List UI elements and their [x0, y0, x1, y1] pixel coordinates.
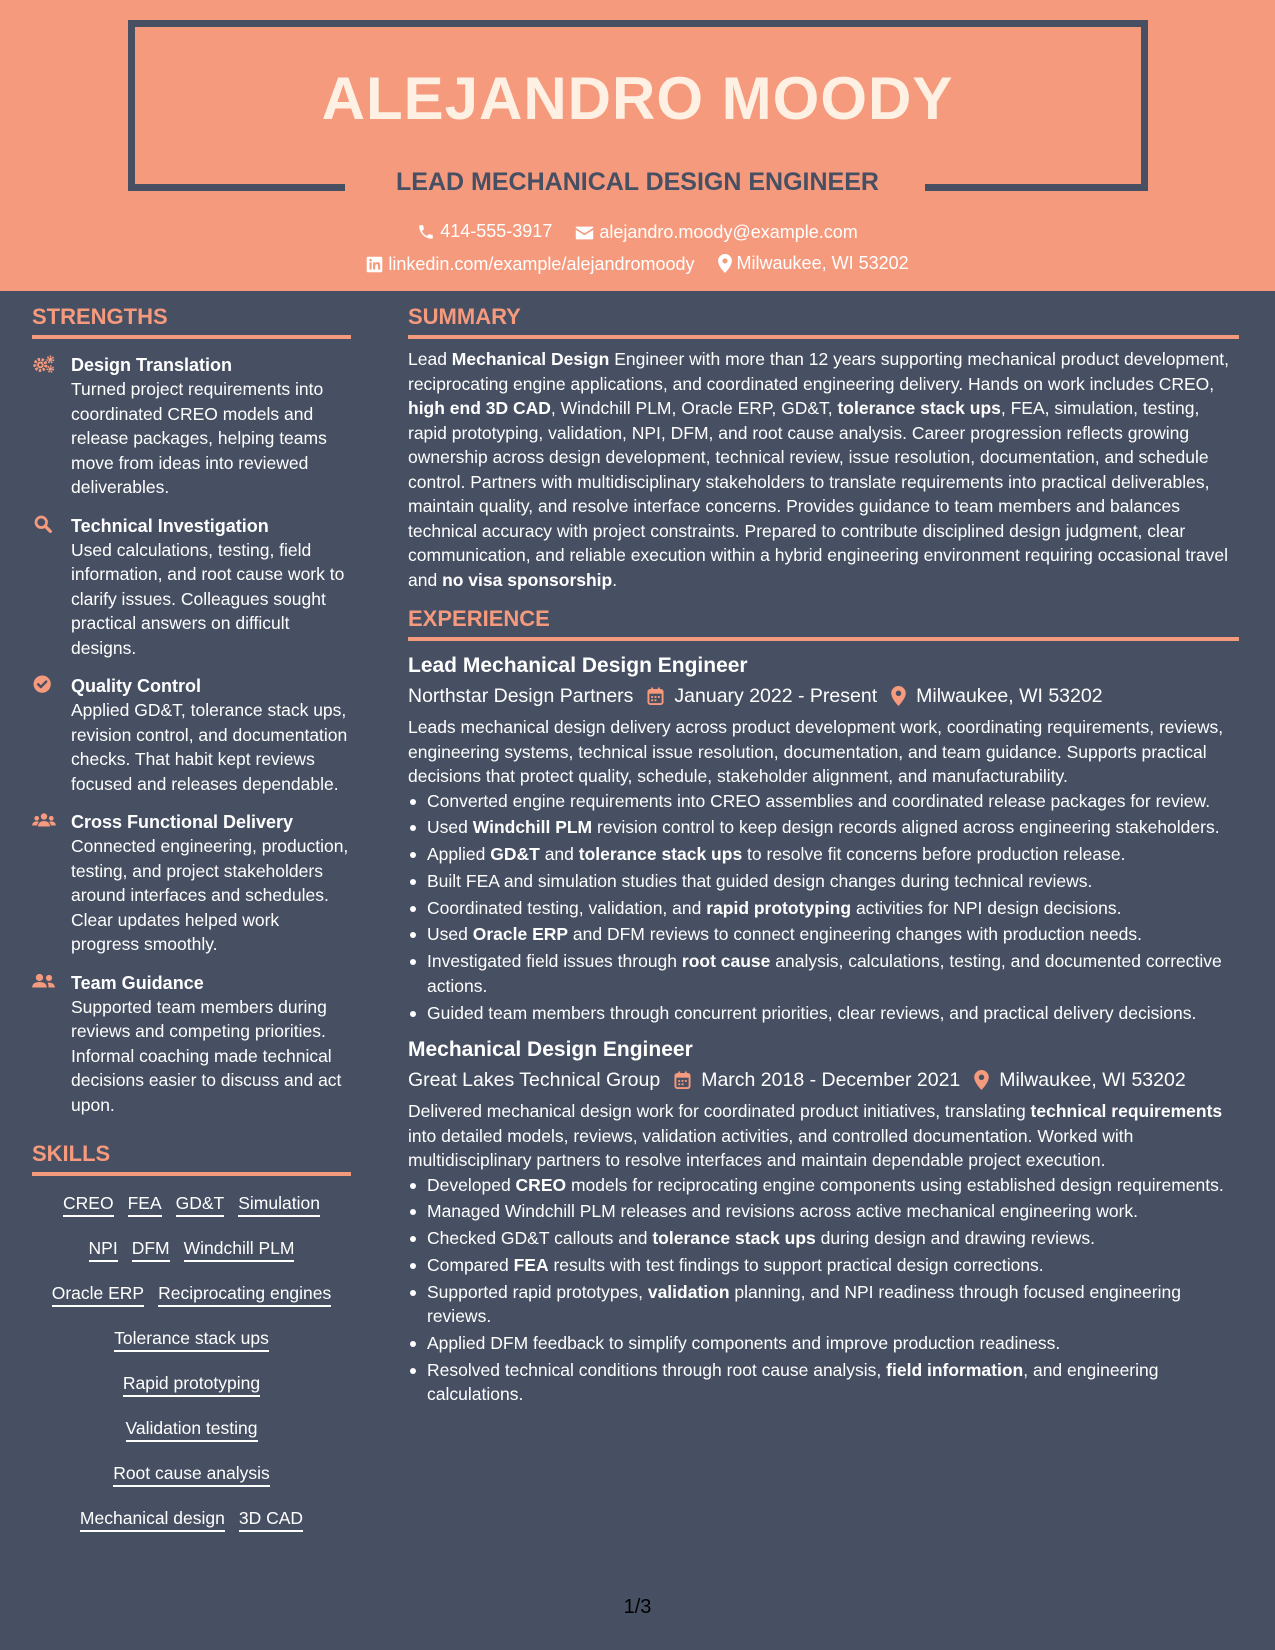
bullet-item: Guided team members through concurrent priorities, clear reviews, and practical delivery decisions.	[408, 1001, 1239, 1026]
skill-tag: Rapid prototyping	[123, 1371, 260, 1397]
job-entry	[408, 651, 1239, 1025]
strength-desc: Supported team members during reviews and competing priorities. Informal coaching made technical decisions easier to discuss and act upon.	[71, 996, 342, 1115]
skill-tag: Validation testing	[126, 1416, 258, 1442]
bullet-item: Managed Windchill PLM releases and revisions across active mechanical engineering work.	[408, 1199, 1239, 1224]
bullet-item: Used Windchill PLM revision control to keep design records aligned across engineering stakeholders.	[408, 815, 1239, 840]
skill-tag: Reciprocating engines	[158, 1281, 331, 1307]
experience-list	[408, 651, 1239, 1407]
candidate-name: ALEJANDRO MOODY	[321, 65, 954, 132]
strength-title: Quality Control	[71, 676, 201, 696]
job-bullets	[408, 789, 1239, 1026]
linkedin-icon	[366, 256, 383, 273]
phone-icon	[417, 223, 435, 241]
experience-heading: EXPERIENCE	[408, 606, 1239, 641]
strength-desc: Connected engineering, production, testing, and project stakeholders around interfaces and schedules. Clear updates helped work progress smoothly.	[71, 836, 349, 954]
resume-header	[0, 0, 1275, 291]
candidate-title: LEAD MECHANICAL DESIGN ENGINEER	[396, 168, 879, 196]
bullet-item: Resolved technical conditions through root cause analysis, field information, and engineering calculations.	[408, 1358, 1239, 1407]
location-item	[718, 253, 909, 274]
company-name: Great Lakes Technical Group	[408, 1069, 661, 1092]
bullet-item: Developed CREO models for reciprocating engine components using established design requirements.	[408, 1173, 1239, 1198]
strength-title: Technical Investigation	[71, 515, 269, 536]
skill-tag: Simulation	[238, 1191, 320, 1217]
strength-desc: Applied GD&T, tolerance stack ups, revision control, and documentation checks. That habit kept reviews focused and releases dependable.	[71, 700, 348, 794]
skill-tag: CREO	[63, 1191, 114, 1217]
search-icon	[32, 515, 56, 535]
job-dates: March 2018 - December 2021	[701, 1069, 961, 1092]
strength-title: Design Translation	[71, 355, 233, 375]
calendar-icon	[647, 687, 664, 706]
summary-text: Lead Mechanical Design Engineer with more than 12 years supporting mechanical product development, reciprocating engine applications, and coordinated engineering delivery. Hands on work includes CREO, high end 3D CAD, Windchill PLM, Oracle ERP, GD&T, tolerance stack ups, FEA, simulation, testing, rapid prototyping, validation, NPI, DFM, and root cause analysis. Career progression reflects growing ownership across design development, technical review, issue resolution, documentation, and schedule control. Partners with multidisciplinary stakeholders to translate requirements into practical deliverables, maintain quality, and resolve interface concerns. Provides guidance to team members and balances technical accuracy with project constraints. Prepared to contribute disciplined design judgment, clear communication, and reliable execution within a hybrid engineering environment requiring occasional travel and no visa sponsorship.	[408, 349, 1230, 590]
skills-list	[32, 1190, 351, 1535]
bullet-item: Checked GD&T callouts and tolerance stack ups during design and drawing reviews.	[408, 1226, 1239, 1251]
skill-tag: Oracle ERP	[52, 1281, 144, 1307]
bullet-item: Coordinated testing, validation, and rapid prototyping activities for NPI design decisions.	[408, 896, 1239, 921]
strength-item	[32, 810, 351, 957]
check-circle-icon	[32, 675, 56, 695]
strength-desc: Turned project requirements into coordinated CREO models and release packages, helping teams move from ideas into reviewed deliverables.	[71, 379, 327, 497]
job-meta	[408, 681, 1239, 711]
skill-tag: NPI	[89, 1236, 118, 1262]
bullet-item: Used Oracle ERP and DFM reviews to connect engineering changes with production needs.	[408, 922, 1239, 947]
strength-title: Cross Functional Delivery	[71, 812, 294, 832]
linkedin-item[interactable]	[366, 254, 694, 275]
skill-tag: Root cause analysis	[113, 1461, 270, 1487]
job-entry	[408, 1035, 1239, 1407]
job-title: Lead Mechanical Design Engineer	[408, 654, 748, 677]
location-text: Milwaukee, WI 53202	[736, 253, 909, 273]
phone-item[interactable]	[417, 221, 552, 242]
job-description: Leads mechanical design delivery across product development work, coordinating requirements, reviews, engineering systems, technical issue resolution, documentation, and team guidance. Supports practical decisions that protect quality, schedule, stakeholder alignment, and manufacturability.	[408, 717, 1224, 786]
job-dates: January 2022 - Present	[674, 685, 878, 707]
job-description: Delivered mechanical design work for coordinated product initiatives, translating technical requirements into detailed models, reviews, validation activities, and controlled documentation. Worked with multidisciplinary partners to resolve interfaces and maintain dependable project execution.	[408, 1101, 1223, 1171]
skill-row	[32, 1460, 351, 1490]
skill-row	[32, 1505, 351, 1535]
job-location: Milwaukee, WI 53202	[999, 1069, 1186, 1092]
strength-item	[32, 514, 351, 661]
envelope-icon	[575, 225, 594, 241]
right-column	[408, 304, 1239, 1409]
calendar-icon	[674, 1071, 691, 1090]
gears-icon	[32, 354, 56, 374]
job-title: Mechanical Design Engineer	[408, 1038, 693, 1062]
skill-tag: DFM	[132, 1236, 170, 1262]
summary-heading: SUMMARY	[408, 304, 1239, 339]
email-item[interactable]	[575, 222, 857, 243]
skill-row	[32, 1415, 351, 1445]
strength-item	[32, 971, 351, 1118]
page-number: 1/3	[623, 1596, 652, 1618]
map-marker-icon	[891, 686, 906, 706]
bullet-item: Supported rapid prototypes, validation planning, and NPI readiness through focused engineering reviews.	[408, 1280, 1239, 1329]
contact-row-1	[0, 221, 1275, 246]
skill-tag: GD&T	[176, 1191, 225, 1217]
skill-tag: Mechanical design	[80, 1506, 225, 1532]
strength-item	[32, 674, 351, 796]
bullet-item: Applied GD&T and tolerance stack ups to resolve fit concerns before production release.	[408, 842, 1239, 867]
bullet-item: Compared FEA results with test findings to support practical design corrections.	[408, 1253, 1239, 1278]
user-pair-icon	[32, 972, 56, 992]
phone-text: 414-555-3917	[440, 221, 553, 241]
skill-tag: FEA	[128, 1191, 162, 1217]
bullet-item: Applied DFM feedback to simplify components and improve production readiness.	[408, 1331, 1239, 1356]
map-marker-icon	[974, 1070, 989, 1090]
strengths-heading: STRENGTHS	[32, 304, 351, 339]
bullet-item: Investigated field issues through root cause analysis, calculations, testing, and documented corrective actions.	[408, 949, 1239, 998]
company-name: Northstar Design Partners	[408, 685, 634, 707]
people-group-icon	[32, 811, 56, 831]
skill-tag: 3D CAD	[239, 1506, 303, 1532]
email-text: alejandro.moody@example.com	[599, 222, 858, 242]
job-bullets	[408, 1173, 1239, 1407]
left-column	[32, 304, 351, 1550]
contact-row-2	[0, 253, 1275, 278]
strength-desc: Used calculations, testing, field information, and root cause work to clarify issues. Colleagues sought practical answers on difficult designs.	[71, 539, 345, 658]
skill-row	[32, 1235, 351, 1265]
skill-row	[32, 1280, 351, 1310]
skill-row	[32, 1190, 351, 1220]
skill-row	[32, 1325, 351, 1355]
job-location: Milwaukee, WI 53202	[916, 685, 1103, 707]
bullet-item: Built FEA and simulation studies that guided design changes during technical reviews.	[408, 869, 1239, 894]
job-meta	[408, 1065, 1239, 1095]
strength-item	[32, 353, 351, 500]
skills-heading: SKILLS	[32, 1141, 351, 1176]
bullet-item: Converted engine requirements into CREO assemblies and coordinated release packages for review.	[408, 789, 1239, 814]
skill-tag: Tolerance stack ups	[114, 1326, 269, 1352]
map-marker-icon	[718, 254, 732, 273]
skill-tag: Windchill PLM	[184, 1236, 295, 1262]
strength-title: Team Guidance	[71, 972, 204, 993]
linkedin-text: linkedin.com/example/alejandromoody	[388, 254, 695, 274]
skill-row	[32, 1370, 351, 1400]
